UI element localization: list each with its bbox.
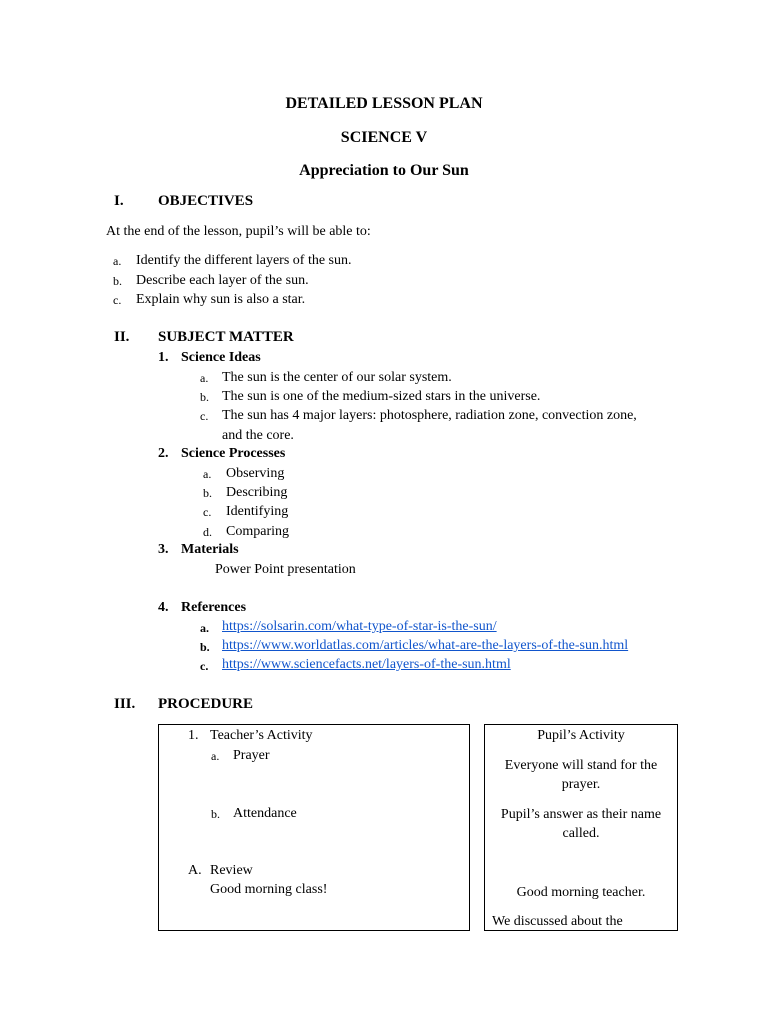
process-marker: d.	[203, 525, 212, 539]
teacher-step-prayer: Prayer	[233, 748, 270, 763]
section-number-subject-matter: II.	[114, 329, 130, 345]
subsection-heading-references: References	[181, 600, 247, 615]
pupil-response-greeting: Good morning teacher.	[516, 885, 646, 900]
teacher-activity-heading: Teacher’s Activity	[210, 728, 313, 743]
teacher-step-marker: a.	[211, 749, 220, 763]
materials-text: Power Point presentation	[215, 562, 356, 577]
subsection-heading-materials: Materials	[181, 542, 239, 557]
reference-marker: c.	[200, 659, 209, 673]
idea-marker: b.	[200, 390, 209, 404]
document-topic: Appreciation to Our Sun	[299, 162, 469, 179]
section-heading-subject-matter: SUBJECT MATTER	[158, 329, 294, 345]
idea-marker: c.	[200, 409, 209, 423]
process-marker: c.	[203, 505, 212, 519]
idea-item: The sun is the center of our solar system.	[222, 370, 452, 385]
idea-item: The sun is one of the medium-sized stars in the universe.	[222, 389, 541, 404]
objective-item: Describe each layer of the sun.	[136, 273, 309, 288]
section-number-procedure: III.	[114, 696, 136, 712]
subsection-number: 3.	[158, 542, 169, 557]
pupil-response-attendance: Pupil’s answer as their name	[500, 807, 662, 822]
objective-item: Explain why sun is also a star.	[136, 292, 306, 307]
pupil-activity-heading: Pupil’s Activity	[537, 728, 625, 743]
subsection-number: 2.	[158, 446, 169, 461]
objective-marker: b.	[113, 274, 122, 288]
teacher-activity-number: 1.	[188, 728, 199, 743]
objective-marker: a.	[113, 254, 122, 268]
reference-marker: b.	[200, 640, 210, 654]
subsection-number: 4.	[158, 600, 169, 615]
reference-marker: a.	[200, 621, 209, 635]
pupil-response-prayer: prayer.	[561, 777, 601, 792]
reference-link[interactable]: https://solsarin.com/what-type-of-star-is-the-sun/	[222, 619, 497, 634]
section-heading-procedure: PROCEDURE	[158, 696, 254, 712]
teacher-step-marker: b.	[211, 807, 220, 821]
idea-item: The sun has 4 major layers: photosphere, radiation zone, convection zone,	[222, 408, 637, 423]
objective-marker: c.	[113, 293, 122, 307]
teacher-activity-box	[158, 724, 470, 931]
teacher-greeting: Good morning class!	[210, 882, 328, 897]
idea-marker: a.	[200, 371, 209, 385]
teacher-step-marker: A.	[188, 863, 202, 878]
reference-link[interactable]: https://www.sciencefacts.net/layers-of-the-sun.html	[222, 657, 511, 672]
process-marker: a.	[203, 467, 212, 481]
pupil-response-prayer: Everyone will stand for the	[504, 758, 658, 773]
pupil-response-attendance: called.	[562, 826, 600, 841]
document-title: DETAILED LESSON PLAN	[285, 95, 483, 112]
process-item: Identifying	[226, 504, 289, 519]
objective-item: Identify the different layers of the sun.	[136, 253, 352, 268]
pupil-activity-box	[484, 724, 678, 931]
objectives-intro: At the end of the lesson, pupil’s will be able to:	[106, 224, 371, 239]
pupil-response-review: We discussed about the	[492, 914, 623, 929]
idea-item-continuation: and the core.	[222, 428, 294, 443]
document-subject: SCIENCE V	[340, 129, 428, 146]
process-item: Describing	[226, 485, 288, 500]
subsection-number: 1.	[158, 350, 169, 365]
process-marker: b.	[203, 486, 212, 500]
subsection-heading-science-ideas: Science Ideas	[181, 350, 261, 365]
teacher-step-review: Review	[210, 863, 253, 878]
process-item: Observing	[226, 466, 285, 481]
teacher-step-attendance: Attendance	[233, 806, 297, 821]
section-heading-objectives: OBJECTIVES	[158, 193, 254, 209]
reference-link[interactable]: https://www.worldatlas.com/articles/what-are-the-layers-of-the-sun.html	[222, 638, 629, 653]
process-item: Comparing	[226, 524, 289, 539]
subsection-heading-science-processes: Science Processes	[181, 446, 286, 461]
section-number-objectives: I.	[114, 193, 124, 209]
